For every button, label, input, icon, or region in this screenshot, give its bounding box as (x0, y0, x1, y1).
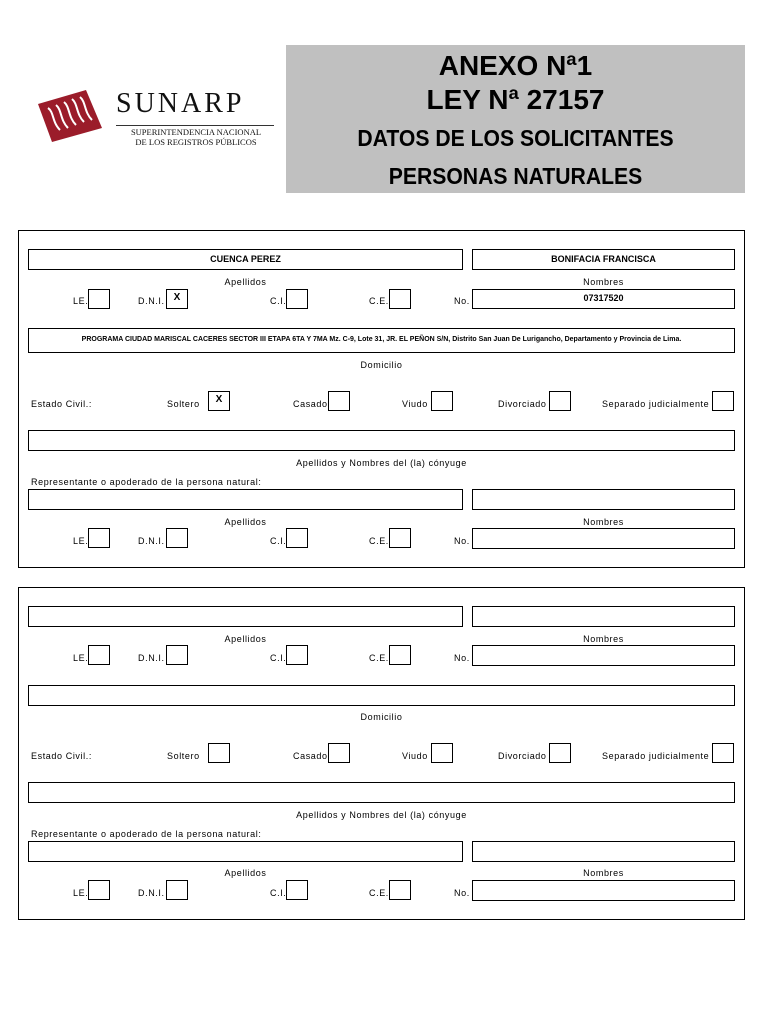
rep-le-checkbox[interactable] (88, 528, 110, 548)
soltero-checkbox[interactable]: X (208, 391, 230, 411)
ce-checkbox[interactable] (389, 289, 411, 309)
title-anexo: ANEXO Nª1 (438, 50, 593, 81)
ci-label: C.I. (270, 653, 287, 663)
rep-apellidos-label: Apellidos (224, 868, 267, 878)
rep-nombres-label: Nombres (583, 517, 624, 527)
domicilio-field[interactable] (28, 685, 735, 706)
conyuge-field[interactable] (28, 430, 735, 451)
dni-label: D.N.I. (138, 653, 165, 663)
dni-checkbox[interactable] (166, 645, 188, 665)
rep-le-checkbox[interactable] (88, 880, 110, 900)
le-label: LE. (73, 296, 89, 306)
rep-ci-checkbox[interactable] (286, 880, 308, 900)
casado-checkbox[interactable] (328, 391, 350, 411)
le-checkbox[interactable] (88, 289, 110, 309)
rep-apellidos-field[interactable] (28, 489, 463, 510)
representante-label: Representante o apoderado de la persona natural: (31, 829, 262, 839)
conyuge-label: Apellidos y Nombres del (la) cónyuge (296, 458, 467, 468)
rep-numero-field[interactable] (472, 880, 735, 901)
ce-label: C.E. (369, 653, 389, 663)
viudo-checkbox[interactable] (431, 391, 453, 411)
apellidos-label: Apellidos (224, 634, 267, 644)
ce-label: C.E. (369, 296, 389, 306)
soltero-label: Soltero (167, 399, 200, 409)
rep-numero-label: No. (454, 888, 470, 898)
rep-ce-label: C.E. (369, 888, 389, 898)
soltero-checkbox[interactable] (208, 743, 230, 763)
logo-subtitle-line1: SUPERINTENDENCIA NACIONAL (130, 127, 262, 137)
rep-nombres-label: Nombres (583, 868, 624, 878)
rep-le-label: LE. (73, 536, 89, 546)
ci-checkbox[interactable] (286, 289, 308, 309)
logo-divider (116, 125, 274, 126)
rep-ce-checkbox[interactable] (389, 528, 411, 548)
nombres-field[interactable] (472, 606, 735, 627)
rep-ce-label: C.E. (369, 536, 389, 546)
rep-dni-checkbox[interactable] (166, 528, 188, 548)
nombres-label: Nombres (583, 634, 624, 644)
viudo-label: Viudo (402, 751, 428, 761)
rep-nombres-field[interactable] (472, 841, 735, 862)
divorciado-label: Divorciado (498, 751, 547, 761)
dni-label: D.N.I. (138, 296, 165, 306)
title-box (286, 45, 745, 193)
numero-label: No. (454, 296, 470, 306)
apellidos-field[interactable]: CUENCA PEREZ (28, 249, 463, 270)
ci-checkbox[interactable] (286, 645, 308, 665)
separado-label: Separado judicialmente (602, 399, 710, 409)
estado-civil-label: Estado Civil.: (31, 751, 92, 761)
numero-field[interactable]: 07317520 (472, 289, 735, 309)
divorciado-checkbox[interactable] (549, 391, 571, 411)
apellidos-field[interactable] (28, 606, 463, 627)
rep-numero-field[interactable] (472, 528, 735, 549)
le-label: LE. (73, 653, 89, 663)
title-ley: LEY Nª 27157 (426, 84, 605, 115)
rep-ci-label: C.I. (270, 536, 287, 546)
rep-dni-label: D.N.I. (138, 536, 165, 546)
nombres-field[interactable]: BONIFACIA FRANCISCA (472, 249, 735, 270)
rep-apellidos-label: Apellidos (224, 517, 267, 527)
sunarp-logo-icon (34, 86, 104, 144)
casado-checkbox[interactable] (328, 743, 350, 763)
rep-le-label: LE. (73, 888, 89, 898)
numero-field[interactable] (472, 645, 735, 666)
title-personas: PERSONAS NATURALES (388, 163, 643, 189)
casado-label: Casado (293, 751, 328, 761)
rep-numero-label: No. (454, 536, 470, 546)
estado-civil-label: Estado Civil.: (31, 399, 92, 409)
title-datos: DATOS DE LOS SOLICITANTES (357, 125, 674, 151)
dni-checkbox[interactable]: X (166, 289, 188, 309)
logo-subtitle (116, 127, 276, 147)
representante-label: Representante o apoderado de la persona natural: (31, 477, 262, 487)
numero-label: No. (454, 653, 470, 663)
separado-label: Separado judicialmente (602, 751, 710, 761)
ce-checkbox[interactable] (389, 645, 411, 665)
rep-dni-label: D.N.I. (138, 888, 165, 898)
rep-dni-checkbox[interactable] (166, 880, 188, 900)
soltero-label: Soltero (167, 751, 200, 761)
rep-ce-checkbox[interactable] (389, 880, 411, 900)
rep-apellidos-field[interactable] (28, 841, 463, 862)
divorciado-label: Divorciado (498, 399, 547, 409)
domicilio-label: Domicilio (360, 360, 403, 370)
domicilio-label: Domicilio (360, 712, 403, 722)
viudo-label: Viudo (402, 399, 428, 409)
rep-nombres-field[interactable] (472, 489, 735, 510)
conyuge-label: Apellidos y Nombres del (la) cónyuge (296, 810, 467, 820)
nombres-label: Nombres (583, 277, 624, 287)
ci-label: C.I. (270, 296, 287, 306)
rep-ci-label: C.I. (270, 888, 287, 898)
conyuge-field[interactable] (28, 782, 735, 803)
divorciado-checkbox[interactable] (549, 743, 571, 763)
rep-ci-checkbox[interactable] (286, 528, 308, 548)
casado-label: Casado (293, 399, 328, 409)
apellidos-label: Apellidos (224, 277, 267, 287)
separado-checkbox[interactable] (712, 391, 734, 411)
viudo-checkbox[interactable] (431, 743, 453, 763)
domicilio-field[interactable]: PROGRAMA CIUDAD MARISCAL CACERES SECTOR III ETAPA 6TA Y 7MA Mz. C-9, Lote 31, JR. EL PEÑON S/N, Distrito San Juan De Lurigancho, Departamento y Provincia de Lima. (28, 328, 735, 353)
logo-name: SUNARP (116, 88, 245, 119)
separado-checkbox[interactable] (712, 743, 734, 763)
logo-subtitle-line2: DE LOS REGISTROS PÚBLICOS (135, 137, 257, 147)
le-checkbox[interactable] (88, 645, 110, 665)
